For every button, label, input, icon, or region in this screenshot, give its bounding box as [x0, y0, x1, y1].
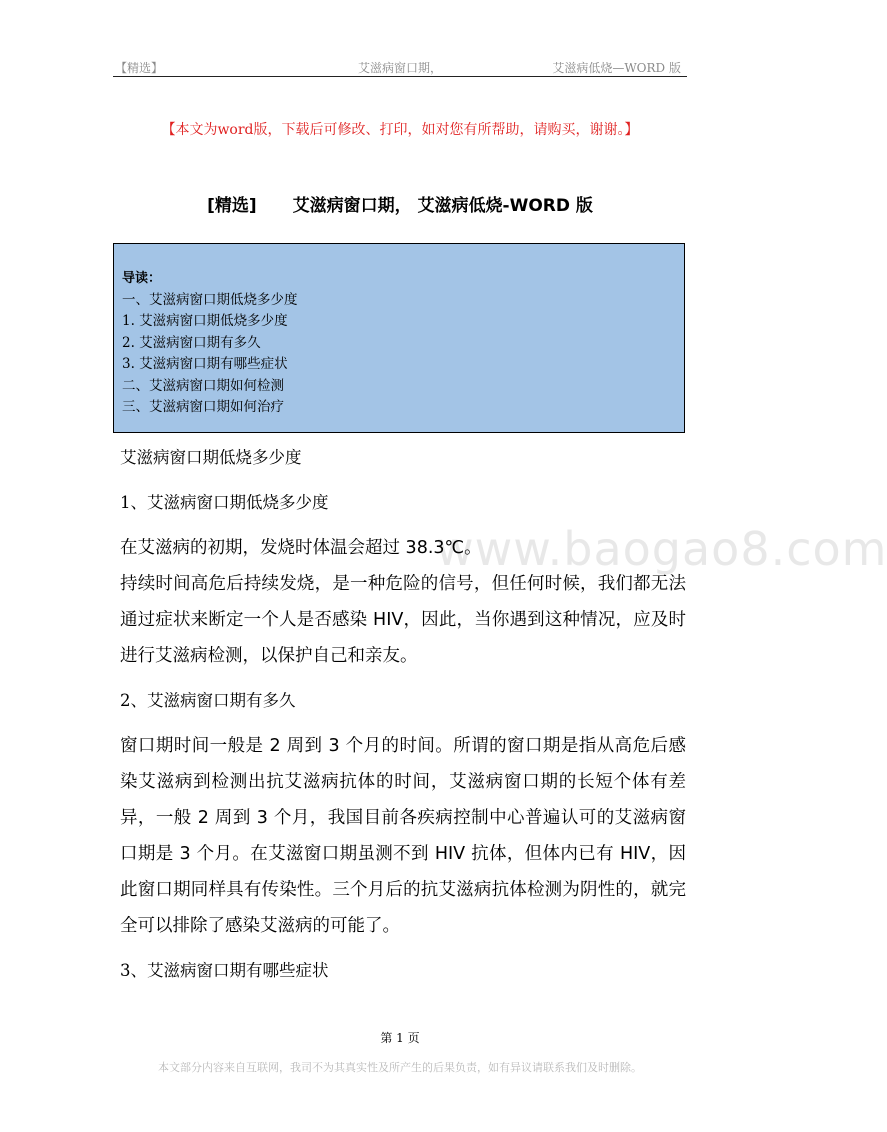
subheading-2: 2、艾滋病窗口期有多久: [120, 691, 296, 710]
header-center: 艾滋病窗口期，: [358, 61, 443, 75]
article-body: [120, 440, 686, 989]
section-title: 艾滋病窗口期低烧多少度: [120, 448, 302, 467]
paragraph-3: 窗口期时间一般是 2 周到 3 个月的时间。所谓的窗口期是指从高危后感染艾滋病到检测出抗艾滋病抗体的时间，艾滋病窗口期的长短个体有差异，一般 2 周到 3 个月，我国目前各疾病控制中心普遍认可的艾滋病窗口期是 3 个月。在艾滋窗口期虽测不到 HIV 抗体，但体内已有 HIV，因此窗口期同样具有传染性。三个月后的抗艾滋病抗体检测为阴性的，就完全可以排除了感染艾滋病的可能了。: [120, 736, 686, 936]
guide-item: 二、艾滋病窗口期如何检测: [122, 377, 284, 394]
title-text: 艾滋病窗口期， 艾滋病低烧-WORD 版: [292, 196, 593, 216]
title-tag: [精选]: [207, 196, 257, 216]
document-title: [0, 191, 800, 216]
header-right: 艾滋病低烧—WORD 版: [552, 61, 681, 75]
paragraph-2: 持续时间高危后持续发烧，是一种危险的信号，但任何时候，我们都无法通过症状来断定一个人是否感染 HIV，因此，当你遇到这种情况，应及时进行艾滋病检测，以保护自己和亲友。: [120, 574, 686, 666]
paragraph-1: 在艾滋病的初期，发烧时体温会超过 38.3℃。: [120, 538, 482, 558]
guide-heading: 导读：: [122, 271, 162, 286]
guide-item: 一、艾滋病窗口期低烧多少度: [122, 291, 298, 308]
guide-item: 1. 艾滋病窗口期低烧多少度: [122, 313, 288, 329]
subheading-1: 1、艾滋病窗口期低烧多少度: [120, 493, 329, 512]
guide-item: 2. 艾滋病窗口期有多久: [122, 334, 261, 351]
page-number: 第 1 页: [380, 1031, 420, 1045]
subheading-3: 3、艾滋病窗口期有哪些症状: [120, 961, 329, 980]
guide-item: 三、艾滋病窗口期如何治疗: [122, 399, 284, 415]
header-left: 【精选】: [115, 61, 164, 75]
watermark: www.baogao8.com: [436, 522, 887, 576]
guide-item: 3. 艾滋病窗口期有哪些症状: [122, 356, 288, 372]
disclaimer-footer: 本文部分内容来自互联网，我司不为其真实性及所产生的后果负责，如有异议请联系我们及时删除。: [158, 1061, 642, 1074]
page-header: [113, 56, 687, 77]
purchase-notice: 【本文为word版，下载后可修改、打印，如对您有所帮助，请购买，谢谢。】: [161, 122, 639, 138]
guide-box: [113, 243, 685, 433]
